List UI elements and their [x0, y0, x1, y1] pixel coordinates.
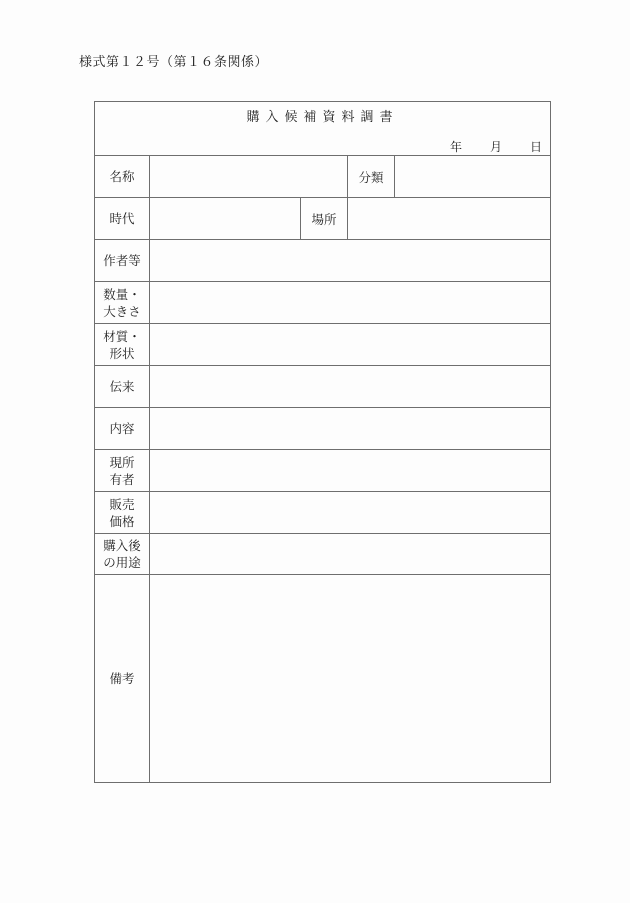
row-name — [95, 156, 550, 198]
label-line: 販売 — [109, 496, 135, 512]
form-number: 様式第１２号（第１６条関係） — [79, 55, 269, 70]
date-year-label: 年 — [449, 140, 462, 154]
author-field[interactable] — [150, 240, 550, 281]
row-sale-price — [95, 492, 550, 534]
label-provenance: 伝来 — [95, 366, 150, 407]
label-author: 作者等 — [95, 240, 150, 281]
label-sale-price — [95, 492, 150, 533]
sale-price-field[interactable] — [150, 492, 550, 533]
purchase-candidate-form — [94, 101, 551, 783]
label-remarks: 備考 — [95, 575, 150, 782]
label-line: 大きさ — [103, 303, 141, 319]
label-line: の用途 — [103, 555, 141, 570]
label-current-owner — [95, 450, 150, 491]
label-name: 名称 — [95, 156, 150, 197]
label-line: 形状 — [109, 345, 135, 361]
label-content: 内容 — [95, 408, 150, 449]
label-line: 現所 — [109, 454, 135, 470]
date-line — [450, 138, 542, 155]
name-field[interactable] — [150, 156, 347, 197]
row-quantity-size — [95, 282, 550, 324]
form-header — [95, 102, 550, 156]
label-line: 材質・ — [103, 328, 141, 344]
row-current-owner — [95, 450, 550, 492]
label-category: 分類 — [347, 156, 394, 197]
form-title: 購入候補資料調書 — [246, 110, 399, 125]
usage-after-purchase-field[interactable] — [150, 534, 550, 574]
label-usage-after-purchase — [95, 534, 150, 574]
label-line: 価格 — [109, 513, 135, 529]
row-era — [95, 198, 550, 240]
remarks-field[interactable] — [150, 575, 550, 782]
date-day-label: 日 — [529, 140, 542, 154]
era-field[interactable] — [150, 198, 300, 239]
label-line: 購入後 — [103, 538, 141, 553]
place-field[interactable] — [347, 198, 550, 239]
provenance-field[interactable] — [150, 366, 550, 407]
label-line: 数量・ — [103, 286, 141, 302]
current-owner-field[interactable] — [150, 450, 550, 491]
row-material-shape — [95, 324, 550, 366]
row-remarks — [95, 575, 550, 782]
date-month-label: 月 — [489, 140, 502, 154]
category-field[interactable] — [394, 156, 550, 197]
label-quantity-size — [95, 282, 150, 323]
material-shape-field[interactable] — [150, 324, 550, 365]
row-author — [95, 240, 550, 282]
row-usage-after-purchase — [95, 534, 550, 575]
label-material-shape — [95, 324, 150, 365]
quantity-size-field[interactable] — [150, 282, 550, 323]
row-content — [95, 408, 550, 450]
label-line: 有者 — [109, 471, 135, 487]
label-place: 場所 — [300, 198, 347, 239]
row-provenance — [95, 366, 550, 408]
label-era: 時代 — [95, 198, 150, 239]
content-field[interactable] — [150, 408, 550, 449]
